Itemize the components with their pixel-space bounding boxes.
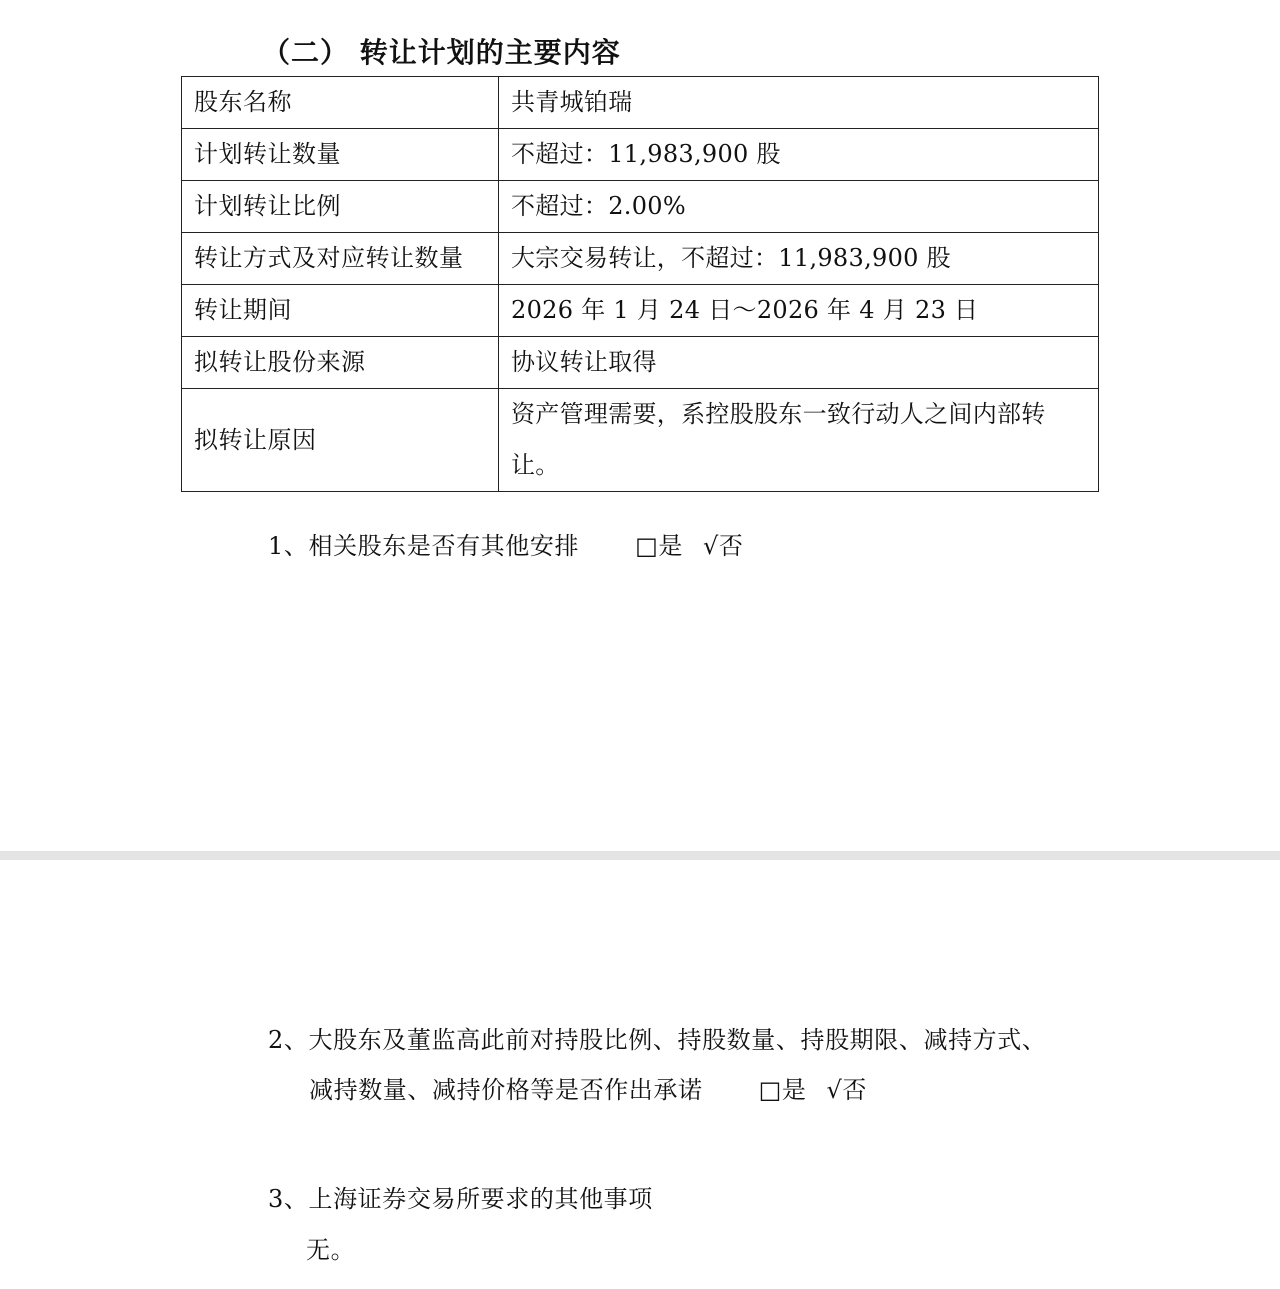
page-divider	[0, 851, 1280, 860]
table-row	[182, 337, 1099, 389]
row-label-transfer-method: 转让方式及对应转让数量	[182, 233, 499, 285]
transfer-plan-table	[181, 76, 1099, 492]
row-value-transfer-period: 2026 年 1 月 24 日～2026 年 4 月 23 日	[499, 285, 1099, 337]
item-2-text: 减持数量、减持价格等是否作出承诺	[309, 1076, 703, 1104]
reason-line-1: 资产管理需要，系控股股东一致行动人之间内部转	[511, 400, 1046, 428]
item-3-answer: 无。	[306, 1236, 356, 1264]
table-row	[182, 233, 1099, 285]
item-2-line-2	[309, 1065, 867, 1115]
reason-line-2: 让。	[511, 451, 560, 479]
table-row	[182, 389, 1099, 492]
row-value-shareholder-name: 共青城铂瑞	[499, 77, 1099, 129]
row-value-share-source: 协议转让取得	[499, 337, 1099, 389]
table-row	[182, 181, 1099, 233]
row-label-transfer-reason: 拟转让原因	[182, 389, 499, 492]
section-title: （二） 转让计划的主要内容	[262, 36, 621, 69]
item-1-option-yes: □是	[635, 532, 683, 560]
row-label-shareholder-name: 股东名称	[182, 77, 499, 129]
item-1	[268, 521, 743, 571]
row-label-transfer-period: 转让期间	[182, 285, 499, 337]
row-label-planned-quantity: 计划转让数量	[182, 129, 499, 181]
row-label-planned-ratio: 计划转让比例	[182, 181, 499, 233]
row-label-share-source: 拟转让股份来源	[182, 337, 499, 389]
table-row	[182, 285, 1099, 337]
item-2-option-no: √否	[826, 1076, 867, 1104]
row-value-planned-ratio: 不超过：2.00%	[499, 181, 1099, 233]
item-1-option-no: √否	[702, 532, 744, 560]
row-value-transfer-reason	[499, 389, 1099, 492]
item-2-line-1: 2、大股东及董监高此前对持股比例、持股数量、持股期限、减持方式、	[268, 1026, 1047, 1054]
table-row	[182, 129, 1099, 181]
table-row	[182, 77, 1099, 129]
row-value-planned-quantity: 不超过：11,983,900 股	[499, 129, 1099, 181]
item-1-text: 1、相关股东是否有其他安排	[268, 532, 580, 560]
row-value-transfer-method: 大宗交易转让，不超过：11,983,900 股	[499, 233, 1099, 285]
item-3: 3、上海证券交易所要求的其他事项	[268, 1185, 653, 1213]
item-2-option-yes: □是	[758, 1076, 807, 1104]
